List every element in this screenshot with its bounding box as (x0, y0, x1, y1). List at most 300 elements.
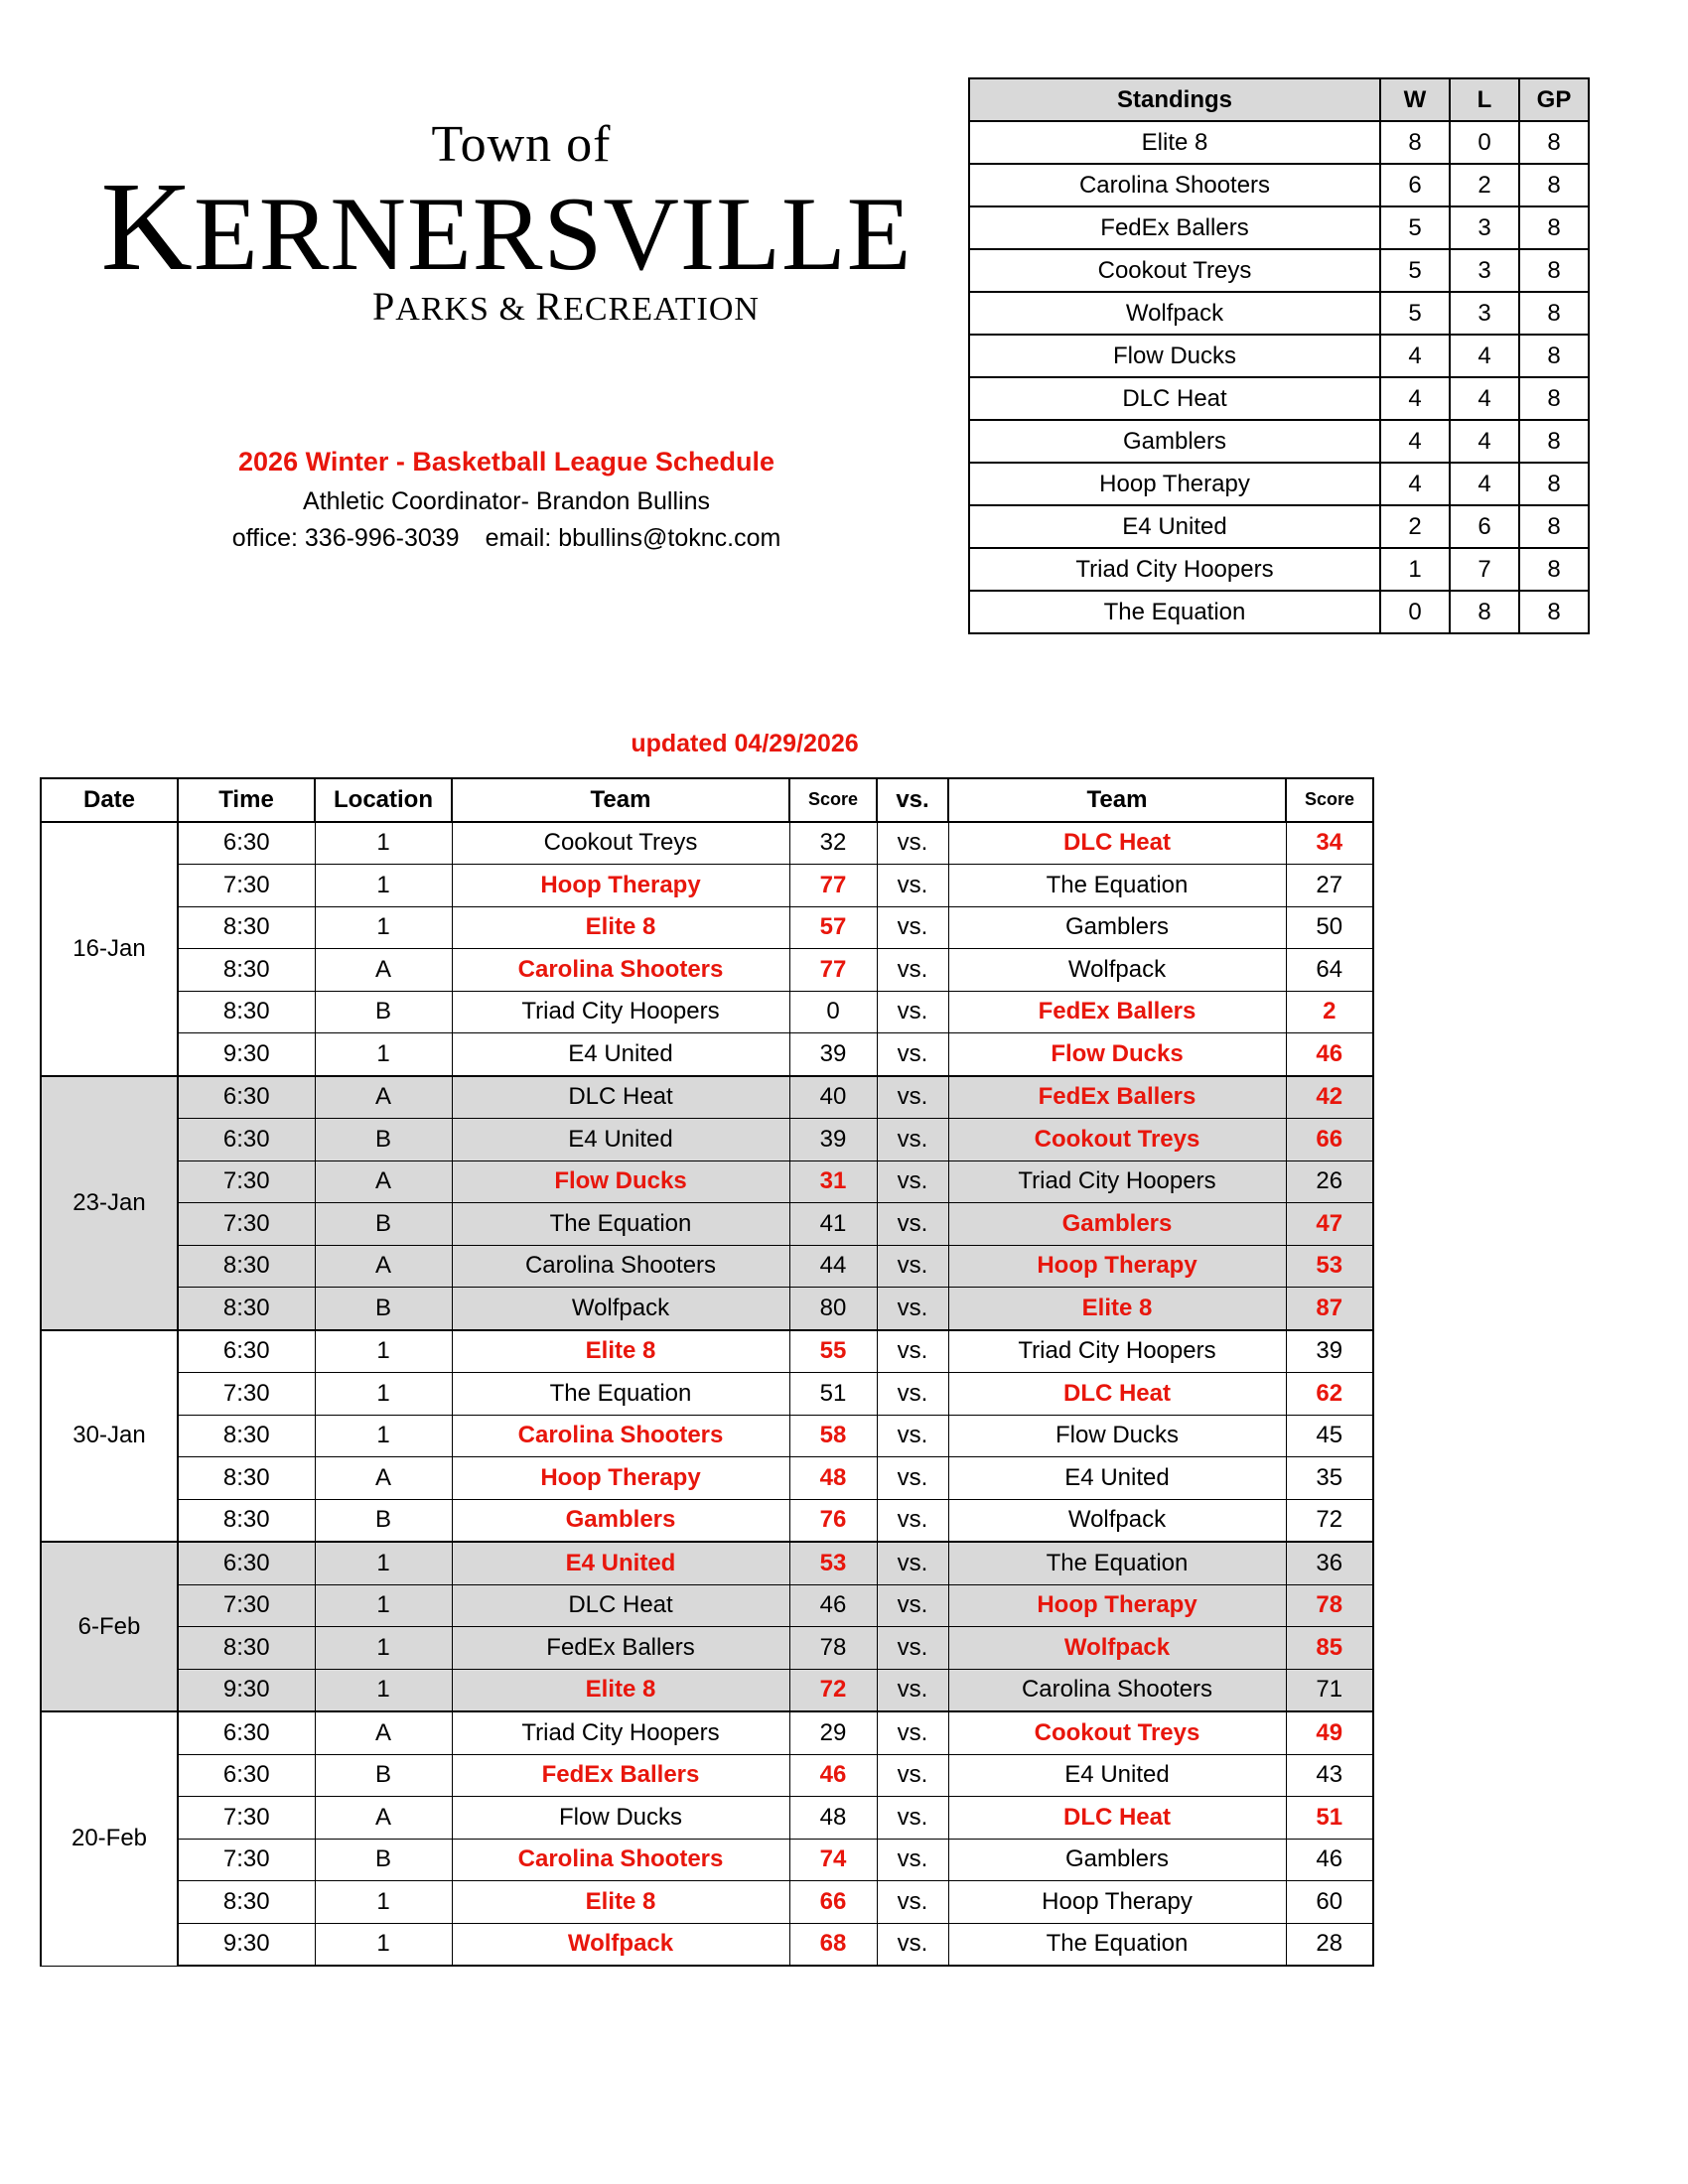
standings-team: Flow Ducks (969, 335, 1380, 377)
standings-team: Wolfpack (969, 292, 1380, 335)
schedule-team2-cell: Gamblers (948, 906, 1286, 949)
schedule-team2-cell: DLC Heat (948, 1373, 1286, 1416)
office-phone: office: 336-996-3039 (231, 524, 460, 552)
schedule-location-cell: A (315, 1245, 452, 1288)
standings-header-gp: GP (1519, 78, 1589, 121)
table-row (41, 1245, 1373, 1288)
schedule-team1-cell: Gamblers (452, 1499, 789, 1542)
schedule-team2-cell: Hoop Therapy (948, 1881, 1286, 1924)
logo-parks-rest: ARKS (395, 291, 490, 329)
standings-header-title: Standings (969, 78, 1380, 121)
schedule-team2-cell: E4 United (948, 1754, 1286, 1797)
schedule-location-cell: 1 (315, 1669, 452, 1711)
schedule-team1-cell: Carolina Shooters (452, 1415, 789, 1457)
standings-wins: 4 (1380, 335, 1450, 377)
schedule-location-cell: B (315, 1499, 452, 1542)
standings-games-played: 8 (1519, 548, 1589, 591)
schedule-score2-cell: 46 (1286, 1839, 1373, 1881)
schedule-score1-cell: 80 (789, 1288, 877, 1330)
schedule-score1-cell: 39 (789, 1119, 877, 1161)
table-row (41, 1160, 1373, 1203)
schedule-location-cell: B (315, 1839, 452, 1881)
logo-parks-initial: P (372, 284, 396, 330)
schedule-date-cell: 30-Jan (41, 1330, 178, 1543)
standings-losses: 0 (1450, 121, 1519, 164)
schedule-score2-cell: 27 (1286, 865, 1373, 907)
schedule-team1-cell: Triad City Hoopers (452, 991, 789, 1033)
standings-games-played: 8 (1519, 591, 1589, 633)
schedule-location-cell: 1 (315, 1033, 452, 1076)
schedule-team1-cell: Carolina Shooters (452, 1839, 789, 1881)
schedule-time-cell: 8:30 (178, 1881, 315, 1924)
schedule-team2-cell: Flow Ducks (948, 1033, 1286, 1076)
league-info (60, 447, 953, 561)
schedule-team1-cell: E4 United (452, 1119, 789, 1161)
schedule-vs-cell: vs. (877, 1160, 948, 1203)
schedule-score1-cell: 0 (789, 991, 877, 1033)
standings-games-played: 8 (1519, 505, 1589, 548)
schedule-header-team2: Team (948, 778, 1286, 822)
schedule-vs-cell: vs. (877, 1754, 948, 1797)
schedule-location-cell: B (315, 1119, 452, 1161)
schedule-team1-cell: Hoop Therapy (452, 1457, 789, 1500)
table-row (41, 1119, 1373, 1161)
schedule-vs-cell: vs. (877, 1203, 948, 1246)
logo-ampersand: & (498, 291, 526, 329)
table-row (41, 1881, 1373, 1924)
schedule-vs-cell: vs. (877, 822, 948, 865)
town-logo (60, 116, 953, 330)
schedule-vs-cell: vs. (877, 1119, 948, 1161)
schedule-location-cell: A (315, 1797, 452, 1840)
schedule-score1-cell: 77 (789, 949, 877, 992)
schedule-time-cell: 8:30 (178, 949, 315, 992)
schedule-team2-cell: Triad City Hoopers (948, 1160, 1286, 1203)
schedule-vs-cell: vs. (877, 1627, 948, 1670)
contact-email: email: bbullins@toknc.com (485, 524, 781, 552)
schedule-time-cell: 8:30 (178, 1415, 315, 1457)
schedule-header-score1: Score (789, 778, 877, 822)
schedule-location-cell: 1 (315, 1330, 452, 1373)
schedule-time-cell: 8:30 (178, 1457, 315, 1500)
schedule-location-cell: 1 (315, 1923, 452, 1966)
schedule-score2-cell: 46 (1286, 1033, 1373, 1076)
schedule-location-cell: 1 (315, 1584, 452, 1627)
schedule-team1-cell: Elite 8 (452, 906, 789, 949)
table-row (41, 991, 1373, 1033)
schedule-score1-cell: 32 (789, 822, 877, 865)
schedule-date-cell: 23-Jan (41, 1076, 178, 1330)
schedule-time-cell: 6:30 (178, 1076, 315, 1119)
schedule-time-cell: 7:30 (178, 1160, 315, 1203)
logo-kernersville-initial: K (100, 156, 194, 297)
schedule-team1-cell: Elite 8 (452, 1669, 789, 1711)
standings-games-played: 8 (1519, 164, 1589, 206)
table-row (41, 1330, 1373, 1373)
standings-wins: 1 (1380, 548, 1450, 591)
schedule-score1-cell: 44 (789, 1245, 877, 1288)
table-row (41, 1415, 1373, 1457)
schedule-header-location: Location (315, 778, 452, 822)
table-row (41, 1203, 1373, 1246)
schedule-team2-cell: The Equation (948, 1923, 1286, 1966)
table-row (969, 121, 1589, 164)
standings-losses: 6 (1450, 505, 1519, 548)
schedule-vs-cell: vs. (877, 1584, 948, 1627)
standings-team: E4 United (969, 505, 1380, 548)
schedule-score1-cell: 72 (789, 1669, 877, 1711)
schedule-location-cell: B (315, 1754, 452, 1797)
schedule-vs-cell: vs. (877, 1330, 948, 1373)
schedule-team2-cell: Hoop Therapy (948, 1245, 1286, 1288)
schedule-score2-cell: 53 (1286, 1245, 1373, 1288)
schedule-time-cell: 9:30 (178, 1669, 315, 1711)
schedule-score1-cell: 29 (789, 1711, 877, 1754)
table-row (969, 505, 1589, 548)
schedule-header-score2: Score (1286, 778, 1373, 822)
schedule-time-cell: 7:30 (178, 1839, 315, 1881)
schedule-time-cell: 6:30 (178, 1542, 315, 1584)
schedule-team1-cell: DLC Heat (452, 1076, 789, 1119)
schedule-score2-cell: 72 (1286, 1499, 1373, 1542)
schedule-score1-cell: 58 (789, 1415, 877, 1457)
schedule-vs-cell: vs. (877, 1542, 948, 1584)
schedule-date-cell: 20-Feb (41, 1711, 178, 1966)
schedule-time-cell: 7:30 (178, 1797, 315, 1840)
schedule-team1-cell: DLC Heat (452, 1584, 789, 1627)
schedule-header-team1: Team (452, 778, 789, 822)
schedule-team1-cell: Carolina Shooters (452, 949, 789, 992)
schedule-score2-cell: 66 (1286, 1119, 1373, 1161)
schedule-score2-cell: 36 (1286, 1542, 1373, 1584)
standings-wins: 6 (1380, 164, 1450, 206)
schedule-team2-cell: Gamblers (948, 1839, 1286, 1881)
schedule-time-cell: 6:30 (178, 1119, 315, 1161)
standings-wins: 0 (1380, 591, 1450, 633)
schedule-table (40, 777, 1374, 1967)
table-row (41, 1584, 1373, 1627)
schedule-team1-cell: Cookout Treys (452, 822, 789, 865)
standings-team: Carolina Shooters (969, 164, 1380, 206)
schedule-score1-cell: 55 (789, 1330, 877, 1373)
schedule-vs-cell: vs. (877, 1033, 948, 1076)
standings-header-row (969, 78, 1589, 121)
standings-losses: 4 (1450, 335, 1519, 377)
schedule-vs-cell: vs. (877, 991, 948, 1033)
schedule-team2-cell: Flow Ducks (948, 1415, 1286, 1457)
table-row (41, 1076, 1373, 1119)
table-row (969, 377, 1589, 420)
schedule-location-cell: 1 (315, 1373, 452, 1416)
schedule-score2-cell: 85 (1286, 1627, 1373, 1670)
schedule-header-date: Date (41, 778, 178, 822)
schedule-time-cell: 9:30 (178, 1923, 315, 1966)
schedule-team2-cell: Wolfpack (948, 1627, 1286, 1670)
standings-team: Gamblers (969, 420, 1380, 463)
schedule-time-cell: 8:30 (178, 1499, 315, 1542)
schedule-team1-cell: FedEx Ballers (452, 1754, 789, 1797)
schedule-score2-cell: 87 (1286, 1288, 1373, 1330)
standings-losses: 4 (1450, 420, 1519, 463)
logo-recreation-rest: ECREATION (563, 291, 760, 329)
schedule-team1-cell: Flow Ducks (452, 1160, 789, 1203)
standings-games-played: 8 (1519, 292, 1589, 335)
schedule-team1-cell: Wolfpack (452, 1923, 789, 1966)
schedule-score2-cell: 49 (1286, 1711, 1373, 1754)
schedule-score2-cell: 45 (1286, 1415, 1373, 1457)
schedule-team2-cell: DLC Heat (948, 1797, 1286, 1840)
table-row (41, 906, 1373, 949)
schedule-score1-cell: 41 (789, 1203, 877, 1246)
schedule-vs-cell: vs. (877, 1669, 948, 1711)
contact-line (60, 524, 953, 553)
schedule-score2-cell: 42 (1286, 1076, 1373, 1119)
schedule-team2-cell: Wolfpack (948, 949, 1286, 992)
schedule-team1-cell: Flow Ducks (452, 1797, 789, 1840)
schedule-team2-cell: DLC Heat (948, 822, 1286, 865)
schedule-time-cell: 9:30 (178, 1033, 315, 1076)
standings-losses: 3 (1450, 292, 1519, 335)
table-row (41, 1542, 1373, 1584)
standings-wins: 5 (1380, 249, 1450, 292)
schedule-header-vs: vs. (877, 778, 948, 822)
schedule-team1-cell: Elite 8 (452, 1881, 789, 1924)
table-row (41, 1669, 1373, 1711)
schedule-vs-cell: vs. (877, 906, 948, 949)
standings-team: FedEx Ballers (969, 206, 1380, 249)
schedule-score2-cell: 47 (1286, 1203, 1373, 1246)
table-row (969, 591, 1589, 633)
schedule-score1-cell: 77 (789, 865, 877, 907)
schedule-team2-cell: The Equation (948, 1542, 1286, 1584)
schedule-score2-cell: 35 (1286, 1457, 1373, 1500)
standings-team: DLC Heat (969, 377, 1380, 420)
table-row (41, 1754, 1373, 1797)
schedule-team2-cell: Cookout Treys (948, 1119, 1286, 1161)
schedule-score1-cell: 48 (789, 1457, 877, 1500)
table-row (41, 1627, 1373, 1670)
schedule-team1-cell: E4 United (452, 1033, 789, 1076)
schedule-score1-cell: 68 (789, 1923, 877, 1966)
athletic-coordinator: Athletic Coordinator- Brandon Bullins (303, 487, 710, 515)
logo-line-kernersville (60, 156, 953, 297)
standings-team: Triad City Hoopers (969, 548, 1380, 591)
schedule-date-cell: 6-Feb (41, 1542, 178, 1711)
schedule-score1-cell: 53 (789, 1542, 877, 1584)
schedule-location-cell: B (315, 991, 452, 1033)
schedule-location-cell: 1 (315, 1627, 452, 1670)
standings-team: Elite 8 (969, 121, 1380, 164)
schedule-score1-cell: 46 (789, 1584, 877, 1627)
schedule-vs-cell: vs. (877, 1711, 948, 1754)
standings-games-played: 8 (1519, 335, 1589, 377)
schedule-score1-cell: 74 (789, 1839, 877, 1881)
standings-losses: 7 (1450, 548, 1519, 591)
schedule-score1-cell: 31 (789, 1160, 877, 1203)
schedule-location-cell: A (315, 1076, 452, 1119)
schedule-team1-cell: The Equation (452, 1203, 789, 1246)
schedule-vs-cell: vs. (877, 1076, 948, 1119)
standings-header-w: W (1380, 78, 1450, 121)
schedule-date-cell: 16-Jan (41, 822, 178, 1076)
standings-losses: 3 (1450, 206, 1519, 249)
schedule-score2-cell: 51 (1286, 1797, 1373, 1840)
schedule-time-cell: 6:30 (178, 1711, 315, 1754)
schedule-score2-cell: 78 (1286, 1584, 1373, 1627)
schedule-team2-cell: FedEx Ballers (948, 991, 1286, 1033)
schedule-time-cell: 8:30 (178, 906, 315, 949)
standings-games-played: 8 (1519, 420, 1589, 463)
schedule-score1-cell: 78 (789, 1627, 877, 1670)
schedule-score2-cell: 2 (1286, 991, 1373, 1033)
standings-table (968, 77, 1590, 634)
schedule-team2-cell: Cookout Treys (948, 1711, 1286, 1754)
schedule-score1-cell: 57 (789, 906, 877, 949)
schedule-team2-cell: Wolfpack (948, 1499, 1286, 1542)
table-row (969, 548, 1589, 591)
schedule-location-cell: A (315, 1711, 452, 1754)
table-row (41, 949, 1373, 992)
schedule-score1-cell: 46 (789, 1754, 877, 1797)
schedule-location-cell: B (315, 1203, 452, 1246)
logo-kernersville-rest: ERNERSVILLE (193, 176, 913, 292)
table-row (969, 420, 1589, 463)
schedule-time-cell: 8:30 (178, 1288, 315, 1330)
table-row (969, 206, 1589, 249)
schedule-score2-cell: 34 (1286, 822, 1373, 865)
schedule-time-cell: 7:30 (178, 1584, 315, 1627)
schedule-team1-cell: Hoop Therapy (452, 865, 789, 907)
updated-date: updated 04/29/2026 (631, 730, 859, 757)
standings-losses: 4 (1450, 377, 1519, 420)
schedule-vs-cell: vs. (877, 1373, 948, 1416)
schedule-vs-cell: vs. (877, 865, 948, 907)
schedule-location-cell: A (315, 1160, 452, 1203)
schedule-vs-cell: vs. (877, 1457, 948, 1500)
schedule-team1-cell: Carolina Shooters (452, 1245, 789, 1288)
table-row (969, 463, 1589, 505)
table-row (41, 1288, 1373, 1330)
table-row (969, 249, 1589, 292)
table-row (969, 292, 1589, 335)
schedule-time-cell: 6:30 (178, 1330, 315, 1373)
schedule-team1-cell: Wolfpack (452, 1288, 789, 1330)
table-row (41, 1839, 1373, 1881)
schedule-score1-cell: 66 (789, 1881, 877, 1924)
standings-games-played: 8 (1519, 377, 1589, 420)
schedule-location-cell: 1 (315, 906, 452, 949)
standings-losses: 3 (1450, 249, 1519, 292)
schedule-vs-cell: vs. (877, 1797, 948, 1840)
schedule-team2-cell: E4 United (948, 1457, 1286, 1500)
standings-wins: 2 (1380, 505, 1450, 548)
schedule-score1-cell: 48 (789, 1797, 877, 1840)
schedule-team2-cell: The Equation (948, 865, 1286, 907)
schedule-team2-cell: Elite 8 (948, 1288, 1286, 1330)
schedule-vs-cell: vs. (877, 949, 948, 992)
schedule-vs-cell: vs. (877, 1881, 948, 1924)
standings-games-played: 8 (1519, 249, 1589, 292)
standings-team: The Equation (969, 591, 1380, 633)
schedule-vs-cell: vs. (877, 1839, 948, 1881)
standings-header-l: L (1450, 78, 1519, 121)
table-row (41, 1033, 1373, 1076)
schedule-location-cell: 1 (315, 822, 452, 865)
table-row (41, 1923, 1373, 1966)
standings-games-played: 8 (1519, 463, 1589, 505)
schedule-header-row (41, 778, 1373, 822)
schedule-time-cell: 7:30 (178, 865, 315, 907)
schedule-score1-cell: 51 (789, 1373, 877, 1416)
schedule-team2-cell: FedEx Ballers (948, 1076, 1286, 1119)
standings-wins: 4 (1380, 420, 1450, 463)
logo-line-town-of: Town of (431, 116, 612, 173)
table-row (41, 822, 1373, 865)
schedule-score2-cell: 71 (1286, 1669, 1373, 1711)
logo-recreation-initial: R (535, 284, 564, 330)
schedule-team2-cell: Hoop Therapy (948, 1584, 1286, 1627)
schedule-score2-cell: 64 (1286, 949, 1373, 992)
schedule-location-cell: 1 (315, 1881, 452, 1924)
schedule-time-cell: 8:30 (178, 1245, 315, 1288)
table-row (969, 164, 1589, 206)
table-row (41, 1711, 1373, 1754)
schedule-team1-cell: Elite 8 (452, 1330, 789, 1373)
schedule-vs-cell: vs. (877, 1415, 948, 1457)
schedule-vs-cell: vs. (877, 1288, 948, 1330)
schedule-header-time: Time (178, 778, 315, 822)
schedule-team1-cell: FedEx Ballers (452, 1627, 789, 1670)
standings-losses: 8 (1450, 591, 1519, 633)
schedule-team2-cell: Gamblers (948, 1203, 1286, 1246)
standings-wins: 5 (1380, 206, 1450, 249)
schedule-score2-cell: 62 (1286, 1373, 1373, 1416)
table-row (41, 865, 1373, 907)
schedule-score2-cell: 26 (1286, 1160, 1373, 1203)
schedule-time-cell: 6:30 (178, 822, 315, 865)
schedule-location-cell: 1 (315, 1415, 452, 1457)
schedule-score2-cell: 43 (1286, 1754, 1373, 1797)
schedule-team2-cell: Triad City Hoopers (948, 1330, 1286, 1373)
schedule-vs-cell: vs. (877, 1923, 948, 1966)
standings-games-played: 8 (1519, 206, 1589, 249)
standings-losses: 4 (1450, 463, 1519, 505)
table-row (41, 1499, 1373, 1542)
schedule-score1-cell: 39 (789, 1033, 877, 1076)
schedule-time-cell: 8:30 (178, 1627, 315, 1670)
schedule-location-cell: A (315, 1457, 452, 1500)
schedule-time-cell: 7:30 (178, 1203, 315, 1246)
standings-team: Cookout Treys (969, 249, 1380, 292)
schedule-team1-cell: Triad City Hoopers (452, 1711, 789, 1754)
standings-losses: 2 (1450, 164, 1519, 206)
schedule-team1-cell: The Equation (452, 1373, 789, 1416)
schedule-team1-cell: E4 United (452, 1542, 789, 1584)
schedule-time-cell: 6:30 (178, 1754, 315, 1797)
standings-team: Hoop Therapy (969, 463, 1380, 505)
schedule-score1-cell: 40 (789, 1076, 877, 1119)
schedule-score1-cell: 76 (789, 1499, 877, 1542)
table-row (41, 1457, 1373, 1500)
schedule-vs-cell: vs. (877, 1245, 948, 1288)
standings-wins: 8 (1380, 121, 1450, 164)
schedule-score2-cell: 28 (1286, 1923, 1373, 1966)
standings-wins: 4 (1380, 463, 1450, 505)
schedule-score2-cell: 39 (1286, 1330, 1373, 1373)
schedule-time-cell: 8:30 (178, 991, 315, 1033)
schedule-time-cell: 7:30 (178, 1373, 315, 1416)
table-row (969, 335, 1589, 377)
